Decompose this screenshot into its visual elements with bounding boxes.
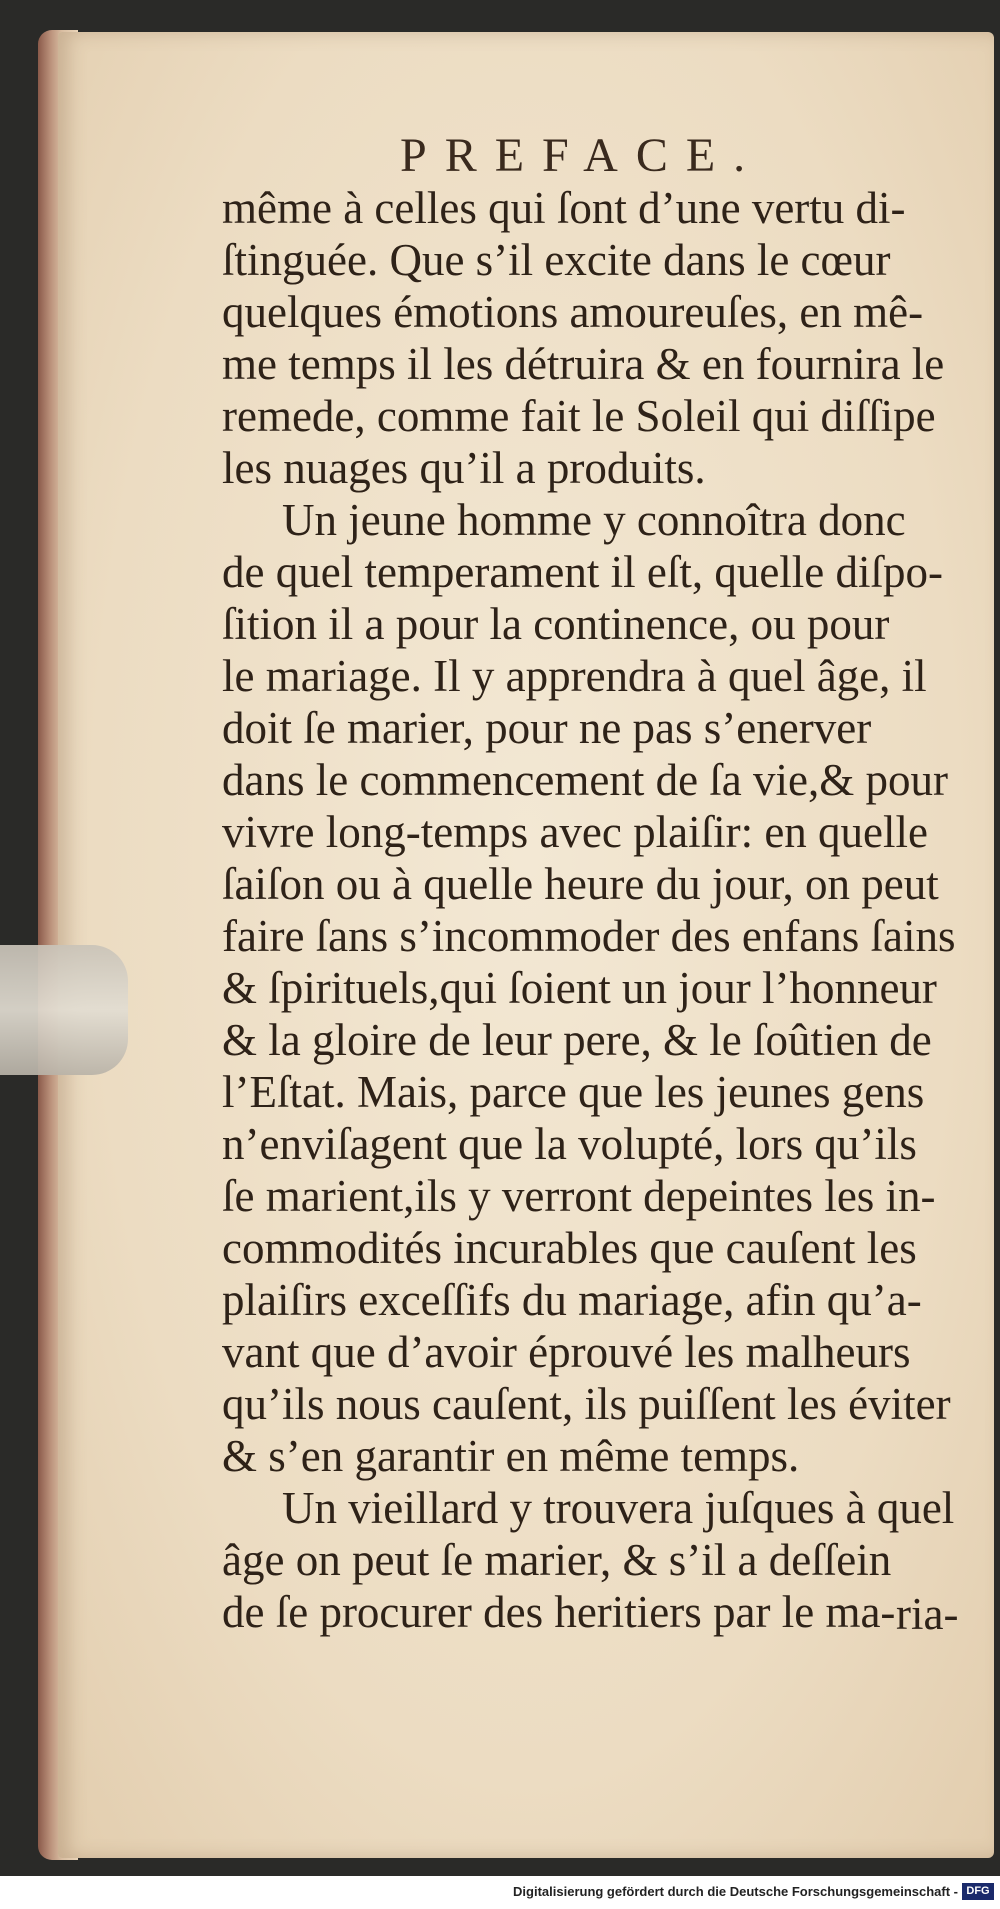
running-header: PREFACE. [400, 129, 764, 182]
text-line: vivre long-temps avec plaiſir: en quelle [222, 807, 929, 857]
funding-notice: Digitalisierung gefördert durch die Deutsche Forschungsgemeinschaft - [513, 1884, 958, 1899]
text-line: ſtinguée. Que s’il excite dans le cœur [222, 235, 891, 285]
text-line: Un vieillard y trouvera juſques à quel [282, 1483, 955, 1533]
text-line: faire ſans s’incommoder des enfans ſains [222, 911, 956, 961]
text-line: de ſe procurer des heritiers par le ma- [222, 1587, 896, 1637]
text-line: le mariage. Il y apprendra à quel âge, il [222, 651, 927, 701]
footer-bar [0, 1876, 1000, 1909]
text-line: vant que d’avoir éprouvé les malheurs [222, 1327, 911, 1377]
text-line: plaiſirs exceſſifs du mariage, afin qu’a- [222, 1275, 922, 1325]
dfg-logo: DFG [962, 1883, 994, 1900]
text-line: de quel temperament il eſt, quelle diſpo- [222, 547, 944, 597]
catchword: ria- [896, 1589, 959, 1639]
text-line: ſaiſon ou à quelle heure du jour, on peut [222, 859, 939, 909]
text-line: & ſpirituels,qui ſoient un jour l’honneur [222, 963, 937, 1013]
text-line: doit ſe marier, pour ne pas s’enerver [222, 703, 872, 753]
text-line: & la gloire de leur pere, & le ſoûtien de [222, 1015, 932, 1065]
text-line: l’Eſtat. Mais, parce que les jeunes gens [222, 1067, 925, 1117]
text-line: commodités incurables que cauſent les [222, 1223, 917, 1273]
text-line: n’enviſagent que la volupté, lors qu’ils [222, 1119, 917, 1169]
text-line: quelques émotions amoureuſes, en mê- [222, 287, 924, 337]
text-line: les nuages qu’il a produits. [222, 443, 706, 493]
text-line: ſition il a pour la continence, ou pour [222, 599, 890, 649]
text-line: même à celles qui ſont d’une vertu di- [222, 183, 906, 233]
text-line: & s’en garantir en même temps. [222, 1431, 800, 1481]
text-line: remede, comme fait le Soleil qui diſſipe [222, 391, 936, 441]
text-line: Un jeune homme y connoîtra donc [282, 495, 906, 545]
text-line: qu’ils nous cauſent, ils puiſſent les éviter [222, 1379, 951, 1429]
text-line: me temps il les détruira & en fournira le [222, 339, 945, 389]
text-line: ſe marient,ils y verront depeintes les in- [222, 1171, 936, 1221]
body-text [222, 182, 972, 1638]
text-line: dans le commencement de ſa vie,& pour [222, 755, 948, 805]
page-clip [0, 945, 128, 1075]
text-line: âge on peut ſe marier, & s’il a deſſein [222, 1535, 892, 1585]
